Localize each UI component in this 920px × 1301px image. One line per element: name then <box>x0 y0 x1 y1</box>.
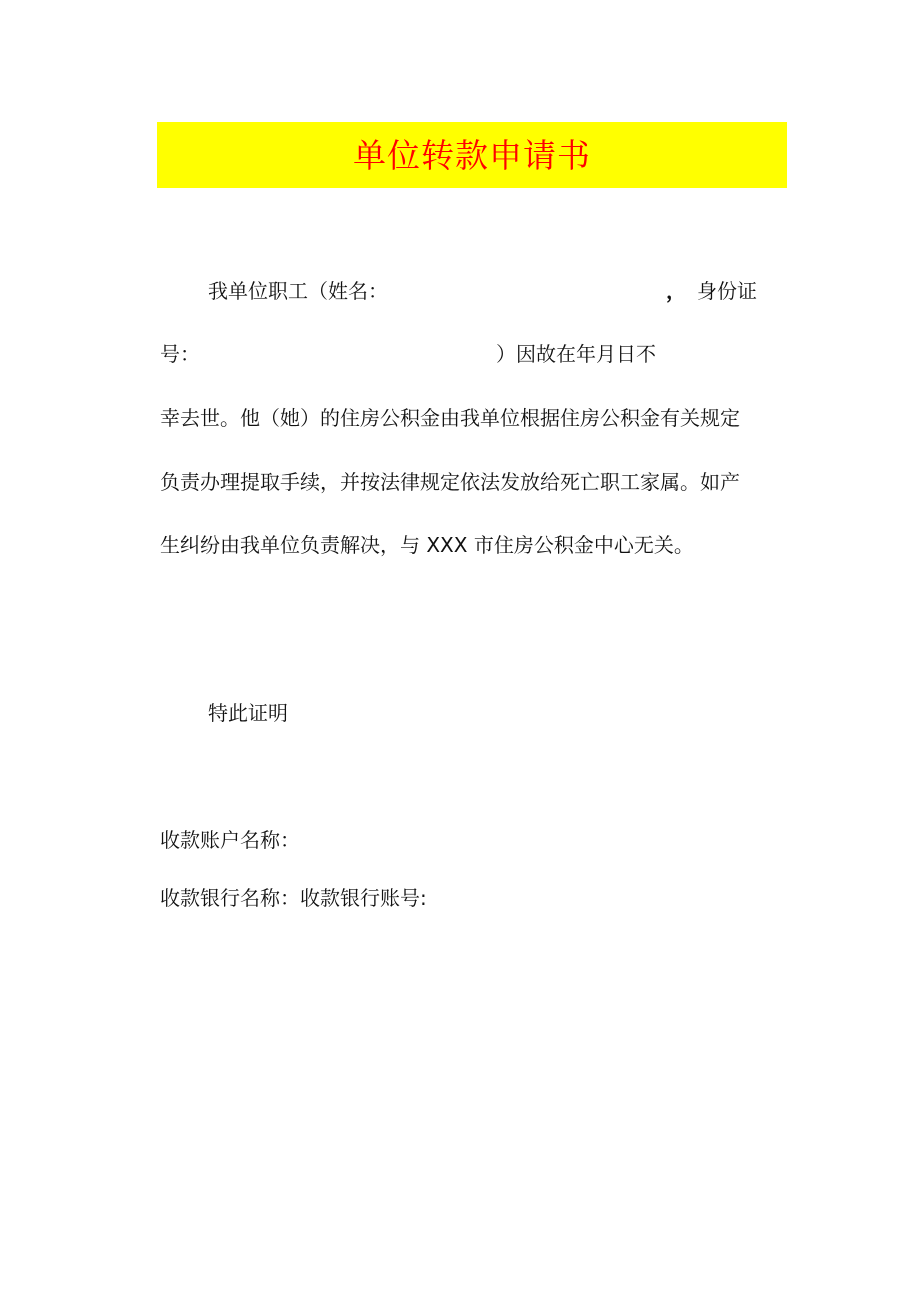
body-line-5: 生纠纷由我单位负责解决，与 XXX 市住房公积金中心无关。 <box>160 533 694 557</box>
document-title: 单位转款申请书 <box>353 135 591 175</box>
name-comma: ， <box>666 279 686 303</box>
id-number-label-start: 身份证 <box>697 279 757 303</box>
body-line-4: 负责办理提取手续，并按法律规定依法发放给死亡职工家属。如产 <box>160 470 740 494</box>
body-line-3: 幸去世。他（她）的住房公积金由我单位根据住房公积金有关规定 <box>160 406 740 430</box>
death-date-text: ）因故在年月日不 <box>496 342 656 366</box>
applicant-name-label: 我单位职工（姓名： <box>208 279 388 303</box>
bank-info-label: 收款银行名称：收款银行账号: <box>160 886 427 910</box>
id-number-label-end: 号： <box>160 342 200 366</box>
closing-statement: 特此证明 <box>208 701 288 725</box>
account-name-label: 收款账户名称： <box>160 828 300 852</box>
title-banner <box>157 122 787 188</box>
